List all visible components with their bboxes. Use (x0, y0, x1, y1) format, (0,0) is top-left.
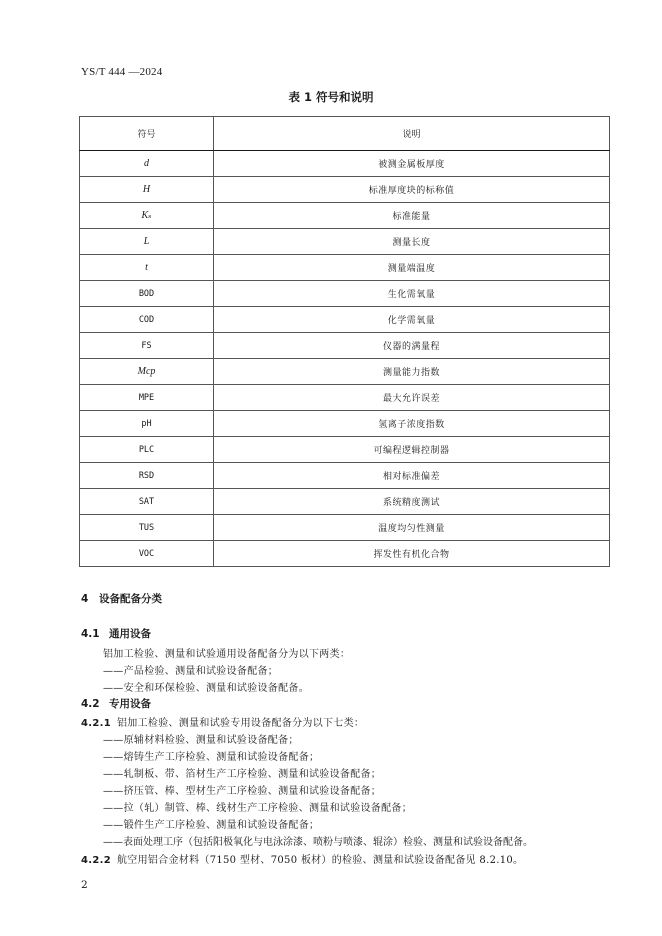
section-title: 通用设备 (109, 628, 151, 640)
symbol-cell: H (80, 177, 214, 203)
document-id: YS/T 444 —2024 (81, 66, 163, 78)
description-cell: 被测金属板厚度 (214, 151, 610, 177)
table-row (80, 411, 610, 437)
symbol-cell: BOD (80, 281, 214, 307)
table-row (80, 177, 610, 203)
paragraph: 铝加工检验、测量和试验通用设备配备分为以下两类： (103, 649, 351, 660)
description-cell: 氢离子浓度指数 (214, 411, 610, 437)
description-cell: 相对标准偏差 (214, 463, 610, 489)
symbol-cell: MPE (80, 385, 214, 411)
page-number: 2 (81, 879, 88, 891)
clause-text: 铝加工检验、测量和试验专用设备配备分为以下七类： (117, 718, 365, 729)
list-item: ——挤压管、棒、型材生产工序检验、测量和试验设备配备； (103, 786, 382, 797)
description-cell: 测量长度 (214, 229, 610, 255)
table-header-row (80, 117, 610, 151)
symbol-cell: L (80, 229, 214, 255)
section-title: 设备配备分类 (99, 593, 162, 605)
section-4-1-heading (81, 626, 151, 641)
table-row (80, 541, 610, 567)
section-number: 4 (81, 593, 89, 605)
table-title: 表 1 符号和说明 (288, 90, 374, 104)
description-cell: 标准能量 (214, 203, 610, 229)
list-item: ——轧制板、带、箔材生产工序检验、测量和试验设备配备； (103, 769, 382, 780)
list-item: ——安全和环保检验、测量和试验设备配备。 (103, 683, 309, 694)
section-4-2-heading (81, 696, 151, 711)
symbol-cell: VOC (80, 541, 214, 567)
clause-text: 航空用铝合金材料（7150 型材、7050 板材）的检验、测量和试验设备配备见 8.2.10。 (117, 855, 524, 866)
table-row (80, 281, 610, 307)
section-title: 专用设备 (109, 698, 151, 710)
symbol-cell: Mcp (80, 359, 214, 385)
description-cell: 可编程逻辑控制器 (214, 437, 610, 463)
description-cell: 仪器的满量程 (214, 333, 610, 359)
list-item: ——产品检验、测量和试验设备配备； (103, 666, 279, 677)
symbol-cell: COD (80, 307, 214, 333)
table-row (80, 463, 610, 489)
table-row (80, 333, 610, 359)
description-cell: 生化需氧量 (214, 281, 610, 307)
paragraph-4-2-1 (81, 714, 364, 729)
table-row (80, 307, 610, 333)
description-cell: 标准厚度块的标称值 (214, 177, 610, 203)
section-number: 4.2 (81, 698, 100, 710)
table-row (80, 359, 610, 385)
description-cell: 测量能力指数 (214, 359, 610, 385)
clause-number: 4.2.2 (81, 855, 111, 866)
symbol-cell: d (80, 151, 214, 177)
symbol-cell: t (80, 255, 214, 281)
description-cell: 挥发性有机化合物 (214, 541, 610, 567)
symbol-cell: TUS (80, 515, 214, 541)
list-item: ——拉（轧）制管、棒、线材生产工序检验、测量和试验设备配备； (103, 803, 412, 814)
symbol-cell: PLC (80, 437, 214, 463)
header-description: 说明 (214, 117, 610, 151)
symbol-cell: Kₛ (80, 203, 214, 229)
list-item: ——表面处理工序（包括阳极氧化与电泳涂漆、喷粉与喷漆、辊涂）检验、测量和试验设备配备。 (103, 837, 533, 848)
description-cell: 最大允许误差 (214, 385, 610, 411)
paragraph-4-2-2 (81, 851, 523, 866)
header-symbol: 符号 (80, 117, 214, 151)
clause-number: 4.2.1 (81, 718, 111, 729)
symbols-table (79, 116, 610, 567)
symbol-cell: RSD (80, 463, 214, 489)
list-item: ——熔铸生产工序检验、测量和试验设备配备； (103, 752, 320, 763)
description-cell: 温度均匀性测量 (214, 515, 610, 541)
symbol-cell: FS (80, 333, 214, 359)
description-cell: 测量端温度 (214, 255, 610, 281)
table-row (80, 229, 610, 255)
section-4-heading (81, 591, 162, 606)
symbol-cell: pH (80, 411, 214, 437)
section-number: 4.1 (81, 628, 100, 640)
symbol-cell: SAT (80, 489, 214, 515)
list-item: ——原辅材料检验、测量和试验设备配备； (103, 735, 299, 746)
table-row (80, 385, 610, 411)
table-row (80, 489, 610, 515)
table-row (80, 203, 610, 229)
list-item: ——锻件生产工序检验、测量和试验设备配备； (103, 820, 320, 831)
table-row (80, 437, 610, 463)
description-cell: 系统精度测试 (214, 489, 610, 515)
table-row (80, 151, 610, 177)
table-row (80, 255, 610, 281)
table-row (80, 515, 610, 541)
description-cell: 化学需氧量 (214, 307, 610, 333)
